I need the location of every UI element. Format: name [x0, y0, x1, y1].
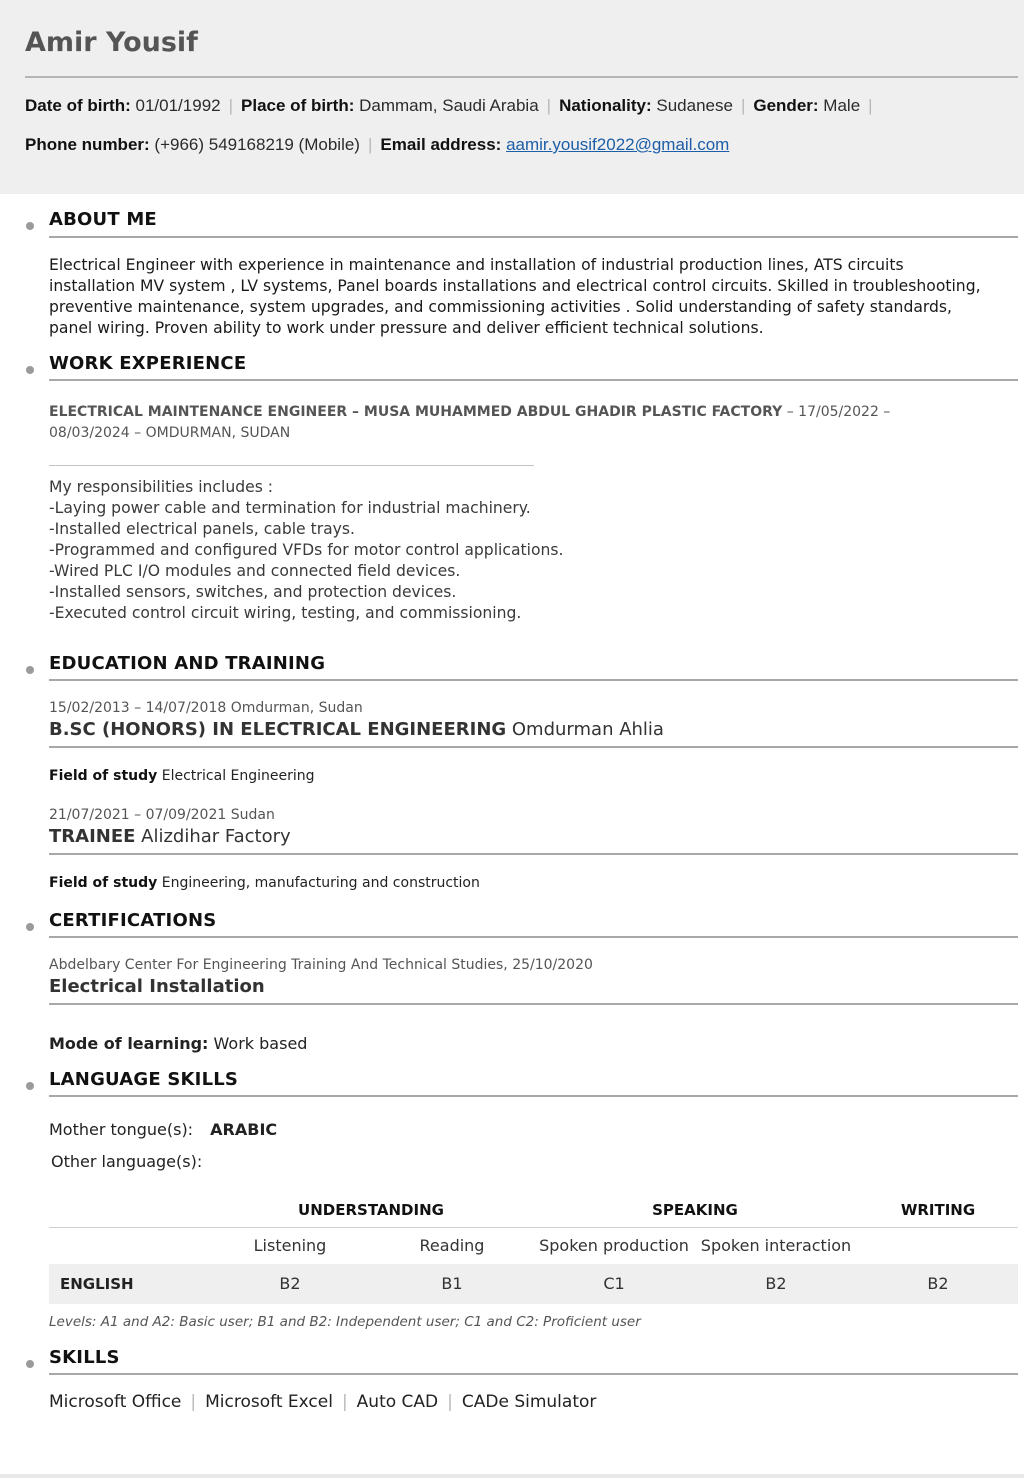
dob-label: Date of birth: [25, 96, 131, 115]
section-title-certifications: CERTIFICATIONS [49, 910, 217, 931]
section-bullet [26, 923, 34, 931]
phone-value: (+966) 549168219 (Mobile) [154, 135, 360, 154]
responsibility-item: -Laying power cable and termination for industrial machinery. [49, 499, 531, 517]
language-table [49, 1193, 1018, 1304]
certification-name: Electrical Installation [49, 976, 265, 997]
responsibility-item: -Executed control circuit wiring, testing, and commissioning. [49, 604, 522, 622]
section-title-languages: LANGUAGE SKILLS [49, 1069, 239, 1090]
separator: | [341, 1392, 348, 1412]
language-name: ENGLISH [60, 1275, 134, 1293]
level-listening: B2 [279, 1274, 301, 1293]
pob-label: Place of birth: [241, 96, 355, 115]
level-reading: B1 [441, 1274, 463, 1293]
subheader-listening: Listening [253, 1236, 327, 1255]
section-bullet [26, 1360, 34, 1368]
personal-info-line-1 [25, 96, 881, 116]
candidate-name: Amir Yousif [25, 27, 198, 58]
header-understanding: UNDERSTANDING [298, 1201, 444, 1219]
email-label: Email address: [380, 135, 502, 154]
education-dates: 15/02/2013 – 14/07/2018 Omdurman, Sudan [49, 700, 363, 716]
level-writing: B2 [927, 1274, 949, 1293]
section-divider [49, 236, 1018, 238]
mother-tongue-value: ARABIC [210, 1120, 278, 1139]
education-dates: 21/07/2021 – 07/09/2021 Sudan [49, 807, 275, 823]
header-writing: WRITING [900, 1201, 976, 1219]
job-divider [49, 465, 534, 466]
about-line: installation MV system , LV systems, Panel boards installations and electrical control circuits. Skilled in troubleshooting, [49, 277, 981, 295]
level-spoken-production: C1 [603, 1274, 625, 1293]
section-title-about: ABOUT ME [49, 209, 157, 230]
mode-of-learning [49, 1034, 307, 1053]
responsibility-item: -Programmed and configured VFDs for motor control applications. [49, 541, 564, 559]
entry-divider [49, 853, 1018, 855]
responsibility-item: -Installed electrical panels, cable trays. [49, 520, 355, 538]
responsibilities-list [49, 477, 563, 624]
section-divider [49, 379, 1018, 381]
field-label: Field of study [49, 875, 158, 891]
gender-label: Gender: [753, 96, 819, 115]
responsibility-item: -Wired PLC I/O modules and connected field devices. [49, 562, 461, 580]
section-bullet [26, 366, 34, 374]
header-speaking: SPEAKING [652, 1201, 738, 1219]
language-table-subheader [49, 1228, 1018, 1264]
field-of-study [49, 768, 315, 784]
header-divider [25, 76, 1018, 78]
separator: | [228, 96, 234, 115]
gender-value: Male [823, 96, 861, 115]
certification-issuer: Abdelbary Center For Engineering Training And Technical Studies, 25/10/2020 [49, 957, 593, 973]
skills-list [49, 1392, 596, 1412]
pob-value: Dammam, Saudi Arabia [359, 96, 539, 115]
responsibility-item: -Installed sensors, switches, and protection devices. [49, 583, 457, 601]
education-degree [49, 826, 291, 847]
mode-value: Work based [208, 1034, 308, 1053]
job-role: ELECTRICAL MAINTENANCE ENGINEER – MUSA MUHAMMED ABDUL GHADIR PLASTIC FACTORY [49, 404, 783, 420]
about-line: panel wiring. Proven ability to work under pressure and deliver efficient technical solutions. [49, 319, 764, 337]
mother-tongue [49, 1120, 277, 1139]
institution: Alizdihar Factory [135, 826, 291, 847]
education-degree [49, 719, 664, 740]
nationality-label: Nationality: [559, 96, 652, 115]
section-divider [49, 1373, 1018, 1375]
skill-item: CADe Simulator [461, 1392, 597, 1412]
language-row [49, 1264, 1018, 1304]
separator: | [868, 96, 873, 115]
skill-item: Microsoft Excel [205, 1392, 333, 1412]
personal-info-line-2 [25, 135, 729, 155]
subheader-spoken-interaction: Spoken interaction [700, 1236, 852, 1255]
section-bullet [26, 222, 34, 230]
about-text [49, 255, 1024, 339]
phone-label: Phone number: [25, 135, 150, 154]
section-divider [49, 936, 1018, 938]
section-divider [49, 679, 1018, 681]
separator: | [367, 135, 373, 154]
other-languages-label: Other language(s): [51, 1152, 203, 1171]
section-bullet [26, 666, 34, 674]
separator: | [190, 1392, 197, 1412]
section-title-work: WORK EXPERIENCE [49, 353, 247, 374]
section-title-education: EDUCATION AND TRAINING [49, 653, 326, 674]
job-title [49, 402, 989, 444]
levels-note: Levels: A1 and A2: Basic user; B1 and B2: Independent user; C1 and C2: Proficient user [49, 1314, 641, 1330]
mother-tongue-label: Mother tongue(s): [49, 1120, 194, 1139]
entry-divider [49, 746, 1018, 748]
language-table-header [49, 1193, 1018, 1228]
job-dates-location: 08/03/2024 – OMDURMAN, SUDAN [49, 425, 291, 441]
level-spoken-interaction: B2 [765, 1274, 787, 1293]
about-line: Electrical Engineer with experience in maintenance and installation of industrial production lines, ATS circuits [49, 256, 904, 274]
subheader-reading: Reading [419, 1236, 485, 1255]
section-title-skills: SKILLS [49, 1347, 120, 1368]
field-of-study [49, 875, 480, 891]
field-value: Engineering, manufacturing and construction [157, 875, 480, 891]
email-link[interactable]: aamir.yousif2022@gmail.com [506, 135, 730, 154]
separator: | [447, 1392, 453, 1412]
section-divider [49, 1095, 1018, 1097]
page-bottom-edge [0, 1474, 1024, 1478]
separator: | [740, 96, 746, 115]
degree-title: TRAINEE [49, 826, 136, 847]
institution: Omdurman Ahlia [506, 719, 664, 740]
entry-divider [49, 1003, 1018, 1005]
nationality-value: Sudanese [656, 96, 733, 115]
field-label: Field of study [49, 768, 158, 784]
section-bullet [26, 1082, 34, 1090]
separator: | [546, 96, 552, 115]
mode-label: Mode of learning: [49, 1034, 209, 1053]
degree-title: B.SC (HONORS) IN ELECTRICAL ENGINEERING [49, 719, 507, 740]
skill-item: Microsoft Office [49, 1392, 182, 1412]
cv-header [0, 0, 1024, 194]
field-value: Electrical Engineering [157, 768, 315, 784]
about-line: preventive maintenance, system upgrades, and commissioning activities . Solid understanding of safety standards, [49, 298, 953, 316]
skill-item: Auto CAD [356, 1392, 439, 1412]
responsibility-item: My responsibilities includes : [49, 478, 274, 496]
subheader-spoken-production: Spoken production [539, 1236, 689, 1255]
dob-value: 01/01/1992 [135, 96, 221, 115]
job-dates: – 17/05/2022 – [782, 404, 891, 420]
